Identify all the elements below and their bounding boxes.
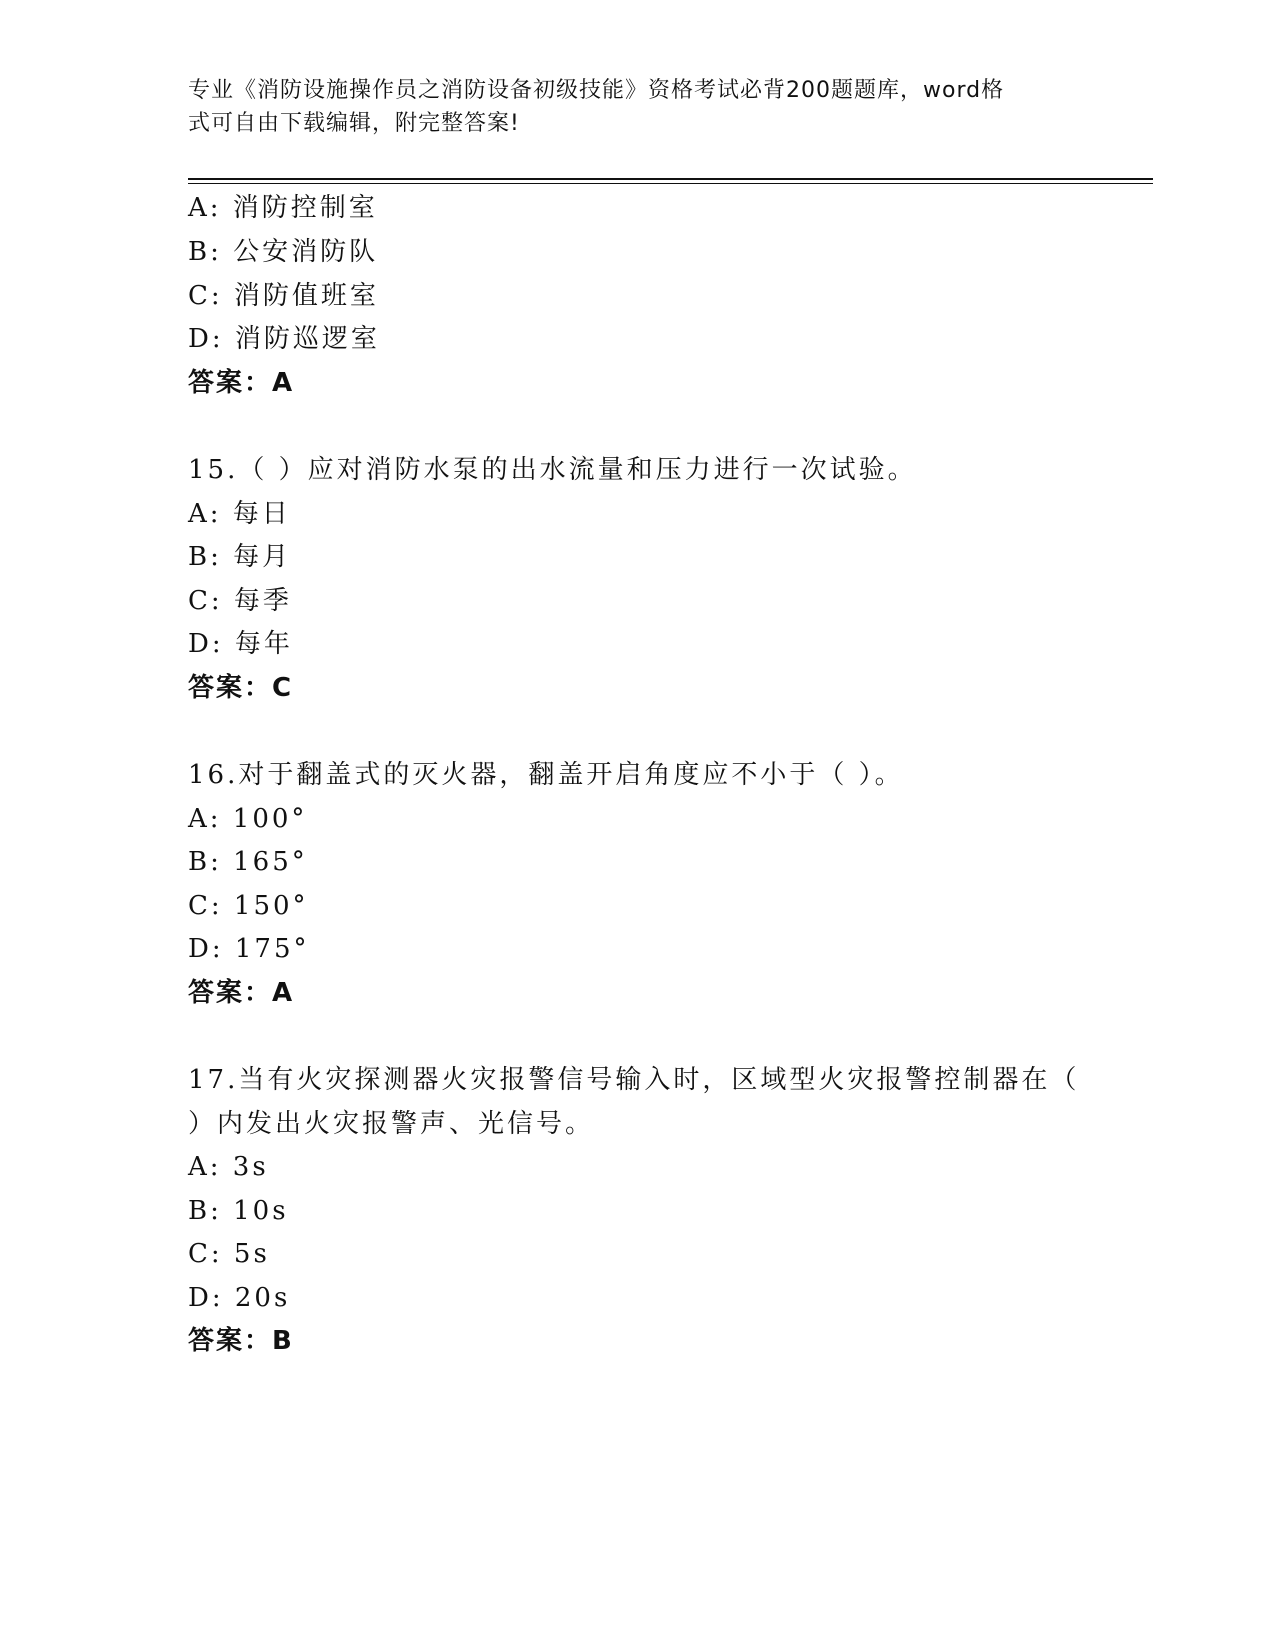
q14-option-a: A: 消防控制室 [188, 193, 378, 223]
q14-option-d: D: 消防巡逻室 [188, 324, 380, 354]
q17-option-c: C: 5s [188, 1239, 270, 1269]
header-rule-thin [188, 183, 1153, 184]
q17-option-b: B: 10s [188, 1196, 289, 1226]
header-line-1: 专业《消防设施操作员之消防设备初级技能》资格考试必背200题题库，word格 [188, 78, 1005, 103]
q16-answer: 答案：A [188, 978, 295, 1008]
q17-question-line-2: ）内发出火灾报警声、光信号。 [188, 1109, 595, 1139]
q15-option-d: D: 每年 [188, 629, 293, 659]
q17-answer: 答案：B [188, 1326, 294, 1356]
q15-option-c: C: 每季 [188, 586, 292, 616]
q15-option-b: B: 每月 [188, 542, 292, 572]
q15-option-a: A: 每日 [188, 499, 291, 529]
q14-answer: 答案：A [188, 368, 295, 398]
q17-option-d: D: 20s [188, 1283, 291, 1313]
q17-question-line-1: 17.当有火灾探测器火灾报警信号输入时，区域型火灾报警控制器在（ [188, 1065, 1080, 1095]
q16-question: 16.对于翻盖式的灭火器，翻盖开启角度应不小于（ ）。 [188, 760, 904, 790]
document-header [188, 74, 1088, 140]
q16-option-d: D: 175° [188, 934, 310, 964]
q17-option-a: A: 3s [188, 1152, 269, 1182]
q14-option-b: B: 公安消防队 [188, 237, 379, 267]
q16-option-a: A: 100° [188, 804, 308, 834]
header-rule-thick [188, 178, 1153, 180]
q16-option-c: C: 150° [188, 891, 309, 921]
q16-option-b: B: 165° [188, 847, 308, 877]
q15-question: 15.（ ）应对消防水泵的出水流量和压力进行一次试验。 [188, 455, 917, 485]
q15-answer: 答案：C [188, 673, 294, 703]
header-line-2: 式可自由下载编辑，附完整答案! [188, 111, 520, 136]
q14-option-c: C: 消防值班室 [188, 281, 379, 311]
